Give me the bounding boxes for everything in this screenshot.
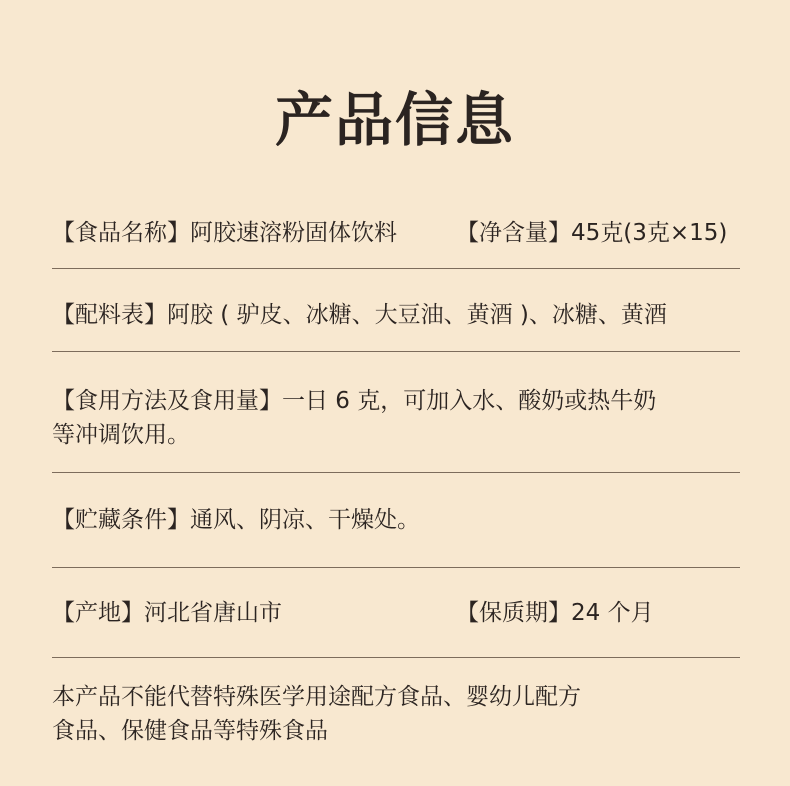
- info-row-storage: [52, 503, 740, 537]
- info-row-name-netweight: [52, 216, 740, 250]
- divider: [52, 351, 740, 352]
- notice-line-2: 食品、保健食品等特殊食品: [52, 718, 328, 744]
- product-name-text: 【食品名称】阿胶速溶粉固体饮料: [52, 220, 397, 246]
- info-row-origin-shelflife: [52, 596, 740, 630]
- shelf-life-text: 【保质期】24 个月: [456, 600, 654, 626]
- divider: [52, 567, 740, 568]
- page-title: 产品信息: [274, 86, 515, 154]
- divider: [52, 268, 740, 269]
- info-row-ingredients: [52, 298, 740, 332]
- net-content-text: 【净含量】45克(3克×15): [456, 220, 728, 246]
- storage-text: 【贮藏条件】通风、阴凉、干燥处。: [52, 507, 420, 533]
- usage-text-line-2: 等冲调饮用。: [52, 422, 190, 448]
- origin-text: 【产地】河北省唐山市: [52, 600, 282, 626]
- notice-line-1: 本产品不能代替特殊医学用途配方食品、婴幼儿配方: [52, 684, 581, 710]
- notice: [52, 680, 740, 748]
- divider: [52, 472, 740, 473]
- info-row-usage: [52, 384, 740, 452]
- divider: [52, 657, 740, 658]
- ingredients-text: 【配料表】阿胶 ( 驴皮、冰糖、大豆油、黄酒 )、冰糖、黄酒: [52, 302, 667, 328]
- usage-text-line-1: 【食用方法及食用量】一日 6 克，可加入水、酸奶或热牛奶: [52, 388, 657, 414]
